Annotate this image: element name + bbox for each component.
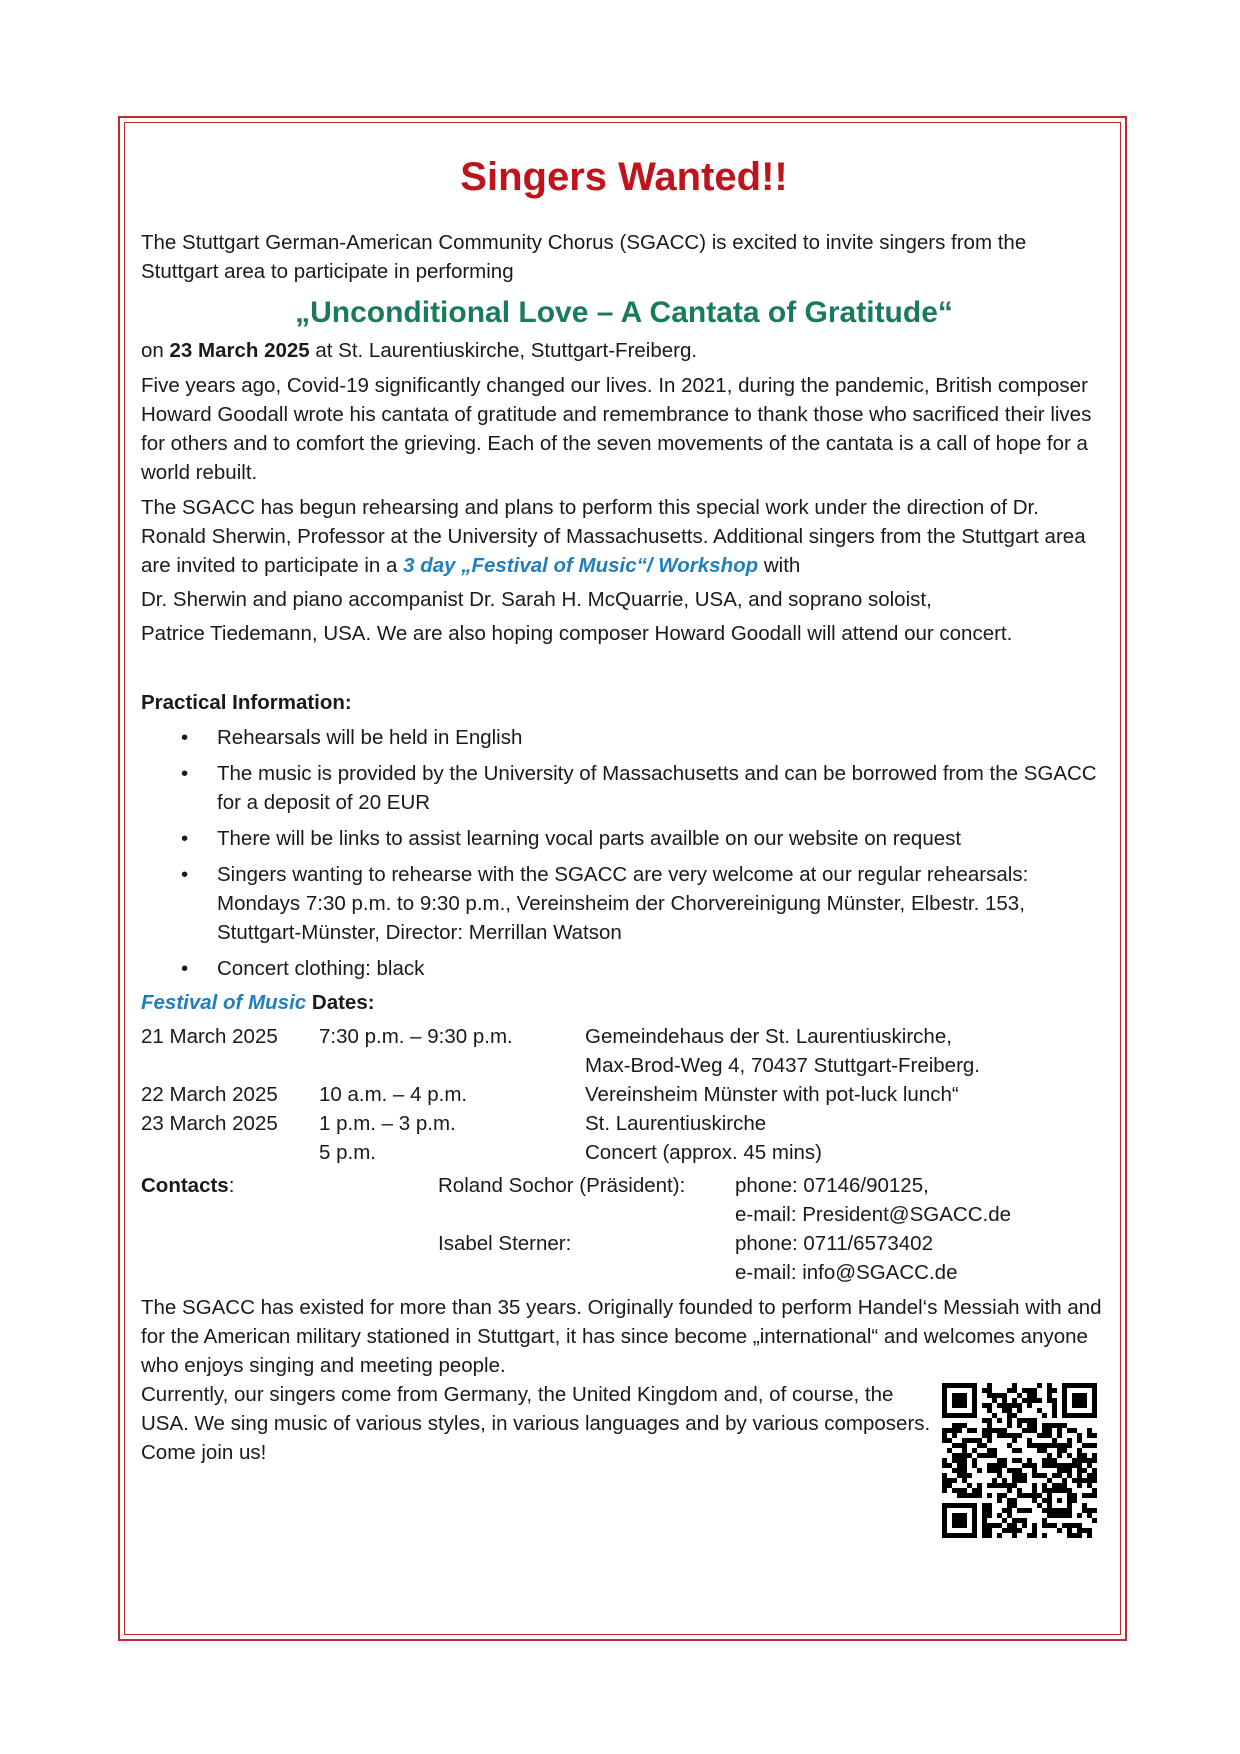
practical-list (141, 723, 1107, 983)
cantata-title: „Unconditional Love – A Cantata of Gratitude“ (295, 296, 953, 329)
festival-accent: Festival of Music (141, 991, 307, 1014)
list-item (141, 759, 1107, 817)
table-row (141, 1138, 980, 1167)
sherwin-line: Dr. Sherwin and piano accompanist Dr. Sarah H. McQuarrie, USA, and soprano soloist, (141, 588, 932, 611)
list-item (141, 954, 1107, 983)
contacts-label-text: Contacts (141, 1174, 229, 1197)
table-row (141, 1080, 980, 1109)
date-line-pre: on (141, 339, 170, 362)
contact-name (438, 1258, 735, 1287)
contact-name (438, 1200, 735, 1229)
table-row (141, 1022, 980, 1051)
place-cell: St. Laurentiuskirche (585, 1112, 767, 1135)
date-line-post: at St. Laurentiuskirche, Stuttgart-Freiberg. (309, 339, 698, 362)
table-row (141, 1229, 1011, 1258)
list-item-text: Singers wanting to rehearse with the SGACC are very welcome at our regular rehearsals: Mondays 7:30 p.m. to 9:30 p.m., Vereinsheim der Chorvereinigung Münster, Elbestr. 153, Stuttgart-Münster, Director: Merrillan Watson (217, 863, 1029, 944)
table-row (141, 1051, 980, 1080)
list-item-text: Concert clothing: black (217, 957, 425, 980)
contact-name: Roland Sochor (Präsident): (438, 1174, 686, 1197)
time-cell (319, 1051, 585, 1080)
bullet-icon: • (181, 726, 189, 749)
bullet-icon: • (181, 762, 189, 785)
intro-paragraph: The Stuttgart German-American Community Chorus (SGACC) is excited to invite singers from the Stuttgart area to participate in performing (141, 231, 1027, 283)
bullet-icon: • (181, 827, 189, 850)
contact-name: Isabel Sterner: (438, 1232, 572, 1255)
list-item-text: Rehearsals will be held in English (217, 726, 523, 749)
place-cell: Vereinsheim Münster with pot-luck lunch“ (585, 1083, 959, 1106)
contact-detail: e-mail: info@SGACC.de (735, 1261, 958, 1284)
workshop-accent: 3 day „Festival of Music“/ Workshop (403, 554, 759, 577)
rehearsal-paragraph (141, 493, 1107, 580)
flyer-content (141, 140, 1107, 1467)
date-cell: 23 March 2025 (141, 1112, 278, 1135)
page-title: Singers Wanted!! (460, 155, 788, 199)
bullet-icon: • (181, 863, 189, 886)
time-cell: 5 p.m. (319, 1141, 376, 1164)
table-row (141, 1258, 1011, 1287)
bullet-icon: • (181, 957, 189, 980)
contacts-table (141, 1171, 1011, 1287)
place-cell: Concert (approx. 45 mins) (585, 1141, 822, 1164)
table-row (141, 1200, 1011, 1229)
place-cell: Gemeindehaus der St. Laurentiuskirche, (585, 1025, 952, 1048)
list-item-text: The music is provided by the University of Massachusetts and can be borrowed from the SGACC for a deposit of 20 EUR (217, 762, 1097, 814)
list-item-text: There will be links to assist learning vocal parts availble on our website on request (217, 827, 962, 850)
festival-dates-label: Dates: (306, 991, 375, 1014)
rehearsal-pre: The SGACC has begun rehearsing and plans to perform this special work under the direction of Dr. Ronald Sherwin, Professor at the University of Massachusetts. Additional singers from the Stuttgart area are invited to participate in a (141, 496, 1086, 577)
list-item (141, 824, 1107, 853)
date-cell (141, 1051, 319, 1080)
contact-detail: phone: 07146/90125, (735, 1174, 929, 1197)
practical-heading: Practical Information: (141, 691, 352, 714)
members-paragraph: Currently, our singers come from Germany, the United Kingdom and, of course, the USA. We sing music of various styles, in various languages and by various composers. Come join us! (141, 1383, 931, 1464)
time-cell: 7:30 p.m. – 9:30 p.m. (319, 1025, 513, 1048)
contacts-label (141, 1171, 438, 1200)
contact-detail: e-mail: President@SGACC.de (735, 1203, 1012, 1226)
festival-dates-table (141, 1022, 980, 1167)
contacts-colon: : (228, 1174, 235, 1197)
date-cell: 21 March 2025 (141, 1025, 278, 1048)
list-item (141, 723, 1107, 752)
patrice-line: Patrice Tiedemann, USA. We are also hoping composer Howard Goodall will attend our concert. (141, 622, 1013, 645)
table-row (141, 1109, 980, 1138)
contact-detail: phone: 0711/6573402 (735, 1232, 933, 1255)
rehearsal-post: with (758, 554, 801, 577)
time-cell: 1 p.m. – 3 p.m. (319, 1112, 456, 1135)
qr-code-modules (942, 1383, 1097, 1538)
time-cell: 10 a.m. – 4 p.m. (319, 1083, 468, 1106)
date-cell: 22 March 2025 (141, 1083, 278, 1106)
about-paragraph: The SGACC has existed for more than 35 years. Originally founded to perform Handel‘s Messiah with and for the American military stationed in Stuttgart, it has since become „international“ and welcomes anyone who enjoys singing and meeting people. (141, 1296, 1102, 1377)
qr-code-icon (942, 1383, 1097, 1538)
list-item (141, 860, 1107, 947)
date-cell (141, 1138, 319, 1167)
covid-paragraph: Five years ago, Covid-19 significantly changed our lives. In 2021, during the pandemic, British composer Howard Goodall wrote his cantata of gratitude and remembrance to thank those who sacrificed their lives for others and to comfort the grieving. Each of the seven movements of the cantata is a call of hope for a world rebuilt. (141, 374, 1092, 484)
concert-date: 23 March 2025 (169, 339, 310, 362)
place-cell: Max-Brod-Weg 4, 70437 Stuttgart-Freiberg. (585, 1054, 980, 1077)
table-row (141, 1171, 1011, 1200)
festival-dates-heading (141, 988, 1107, 1017)
concert-date-line (141, 336, 1107, 365)
